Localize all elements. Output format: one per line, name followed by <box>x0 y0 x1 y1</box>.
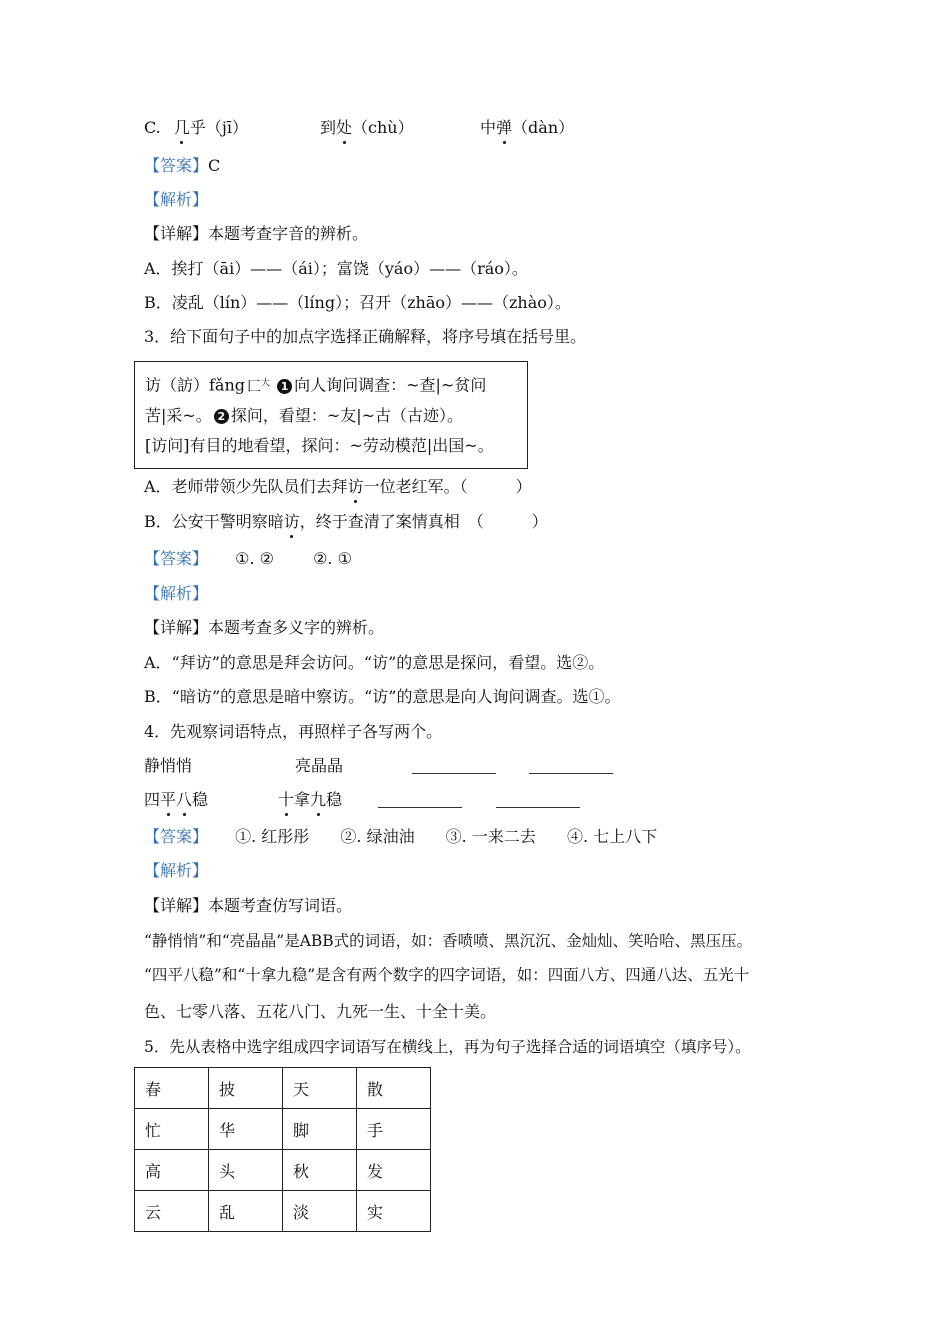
dict-radical: 匚$^大$ <box>247 378 271 395</box>
q3-detail: 【详解】本题考查多义字的辨析。 <box>144 618 385 637</box>
table-row <box>135 1109 431 1150</box>
q2-line-a: A．挨打（āi）——（ái）；富饶（yáo）——（ráo）。 <box>144 259 528 278</box>
q2-detail: 【详解】本题考查字音的辨析。 <box>144 224 369 243</box>
dict-sense-2: 探问，看望：~友|~古（古迹）。 <box>230 406 464 425</box>
q3-exp-a: A．“拜访”的意思是拜会访问。“访”的意思是探问，看望。选②。 <box>144 653 605 672</box>
q4-example-4: 十拿九稳 <box>278 790 343 809</box>
q2-word-2: 到处（chù） <box>320 118 414 137</box>
dict-headword: 访（訪）fǎng <box>145 375 246 395</box>
q4-example-2: 亮晶晶 <box>295 756 344 775</box>
q5-character-table <box>134 1067 431 1232</box>
q2-word-3: 中弹（dàn） <box>480 118 575 137</box>
q4-blank-2[interactable] <box>529 773 613 774</box>
dict-sense-1-marker: 1 <box>277 379 292 394</box>
table-cell: 头 <box>209 1150 283 1191</box>
q4-blank-3[interactable] <box>378 807 462 808</box>
q3-answer: 【答案】 ①. ② ②. ① <box>144 549 352 568</box>
dictionary-entry-box <box>134 361 528 469</box>
q4-answer: 【答案】 ①. 红彤彤 ②. 绿油油 ③. 一来二去 ④. 七上八下 <box>144 827 658 846</box>
q3-sentence-a: A．老师带领少先队员们去拜访一位老红军。（ ） <box>144 477 532 496</box>
q4-detail: 【详解】本题考查仿写词语。 <box>144 896 353 915</box>
q4-blank-4[interactable] <box>496 807 580 808</box>
table-cell: 高 <box>135 1150 209 1191</box>
dict-sense-2-marker: 2 <box>214 409 229 424</box>
q3-analysis-tag: 【解析】 <box>144 584 209 603</box>
table-cell: 淡 <box>283 1191 357 1232</box>
q4-blank-1[interactable] <box>412 773 496 774</box>
dict-compound: [访问]有目的地看望，探问：~劳动模范|出国~。 <box>145 436 494 455</box>
table-row <box>135 1191 431 1232</box>
table-cell: 乱 <box>209 1191 283 1232</box>
q2-answer: 【答案】C <box>144 156 221 175</box>
q4-exp-2b: 色、七零八落、五花八门、九死一生、十全十美。 <box>144 1002 497 1021</box>
dict-line-1 <box>145 372 486 398</box>
table-row <box>135 1068 431 1109</box>
q4-exp-2a: “四平八稳”和“十拿九稳”是含有两个数字的四字词语，如：四面八方、四通八达、五光十 <box>144 966 750 984</box>
table-cell: 华 <box>209 1109 283 1150</box>
table-cell: 春 <box>135 1068 209 1109</box>
q2-analysis-tag: 【解析】 <box>144 190 209 209</box>
table-cell: 脚 <box>283 1109 357 1150</box>
q3-question: 3．给下面句子中的加点字选择正确解释，将序号填在括号里。 <box>144 327 587 346</box>
q4-exp-1: “静悄悄”和“亮晶晶”是ABB式的词语，如：香喷喷、黑沉沉、金灿灿、笑哈哈、黑压压。 <box>144 932 753 950</box>
q4-example-1: 静悄悄 <box>144 756 193 775</box>
q4-question: 4．先观察词语特点，再照样子各写两个。 <box>144 722 443 741</box>
q4-analysis-tag: 【解析】 <box>144 861 209 880</box>
dict-sense-1: 向人询问调查：~查|~贫问 <box>294 375 487 395</box>
q5-question: 5．先从表格中选字组成四字词语写在横线上，再为句子选择合适的词语填空（填序号）。 <box>144 1038 751 1056</box>
q3-exp-b: B．“暗访”的意思是暗中察访。“访”的意思是向人询问调查。选①。 <box>144 687 621 706</box>
table-cell: 披 <box>209 1068 283 1109</box>
dict-line-2: 苦|采~。 2 探问，看望：~友|~古（古迹）。 <box>145 406 464 425</box>
table-cell: 忙 <box>135 1109 209 1150</box>
table-cell: 散 <box>357 1068 431 1109</box>
q4-example-3: 四平八稳 <box>144 790 209 809</box>
q3-sentence-b: B．公安干警明察暗访，终于查清了案情真相 （ ） <box>144 512 548 531</box>
table-cell: 发 <box>357 1150 431 1191</box>
table-cell: 天 <box>283 1068 357 1109</box>
table-cell: 秋 <box>283 1150 357 1191</box>
table-cell: 手 <box>357 1109 431 1150</box>
table-cell: 实 <box>357 1191 431 1232</box>
table-cell: 云 <box>135 1191 209 1232</box>
q2-line-b: B．凌乱（lín）——（líng）；召开（zhāo）——（zhào）。 <box>144 293 571 312</box>
table-row <box>135 1150 431 1191</box>
q2-option-c: C. 几乎（jī） <box>144 118 248 137</box>
word-1: 几乎（jī） <box>173 118 248 137</box>
